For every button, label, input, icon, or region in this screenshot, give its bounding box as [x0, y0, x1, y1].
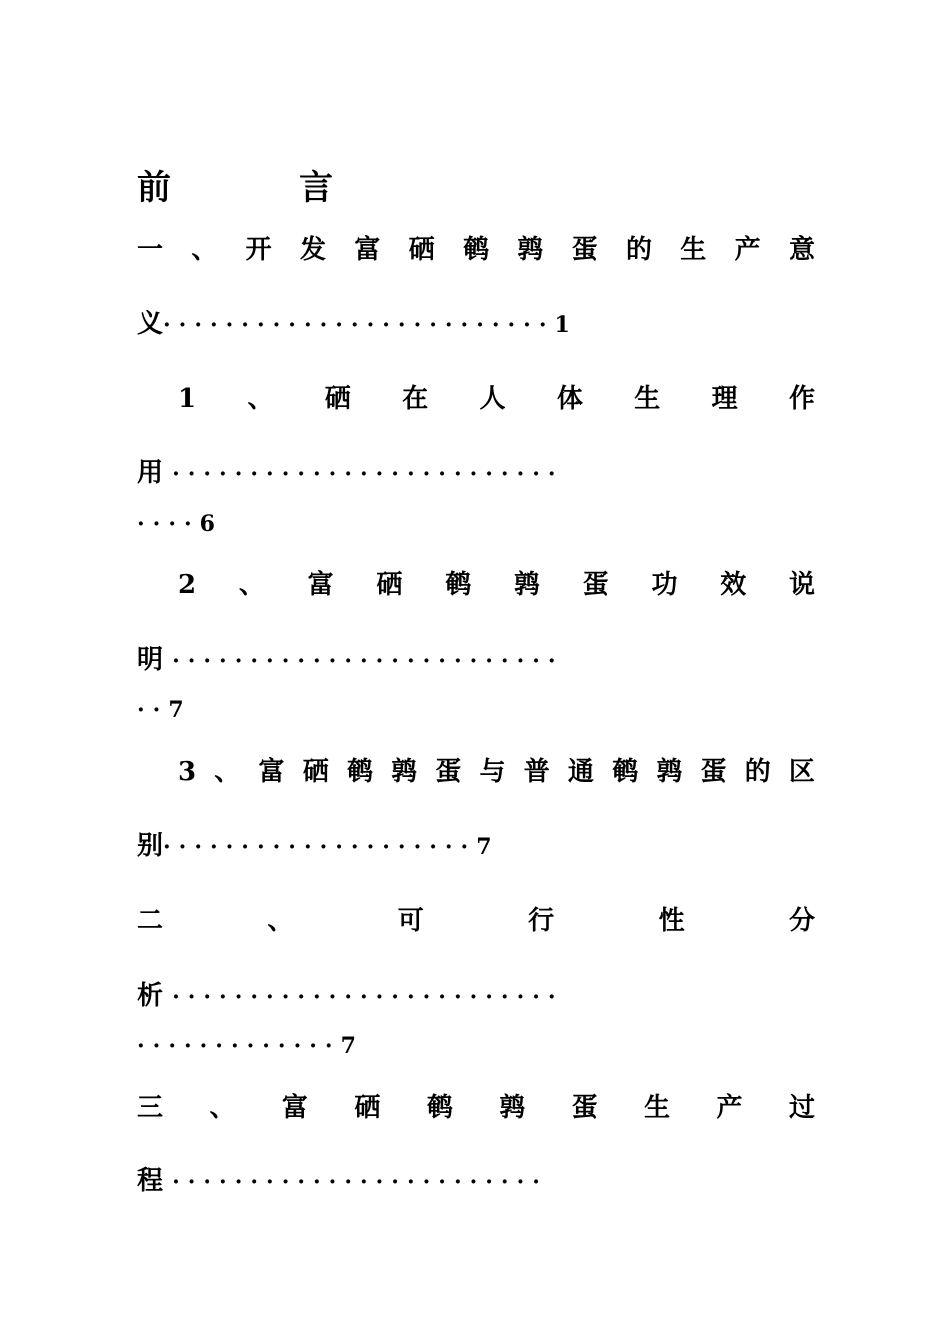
- toc-char: 鹌: [346, 757, 373, 787]
- toc-entry-1-3-line2[interactable]: [137, 831, 815, 862]
- toc-char: 生: [644, 1093, 671, 1123]
- toc-char: 生: [680, 235, 707, 265]
- toc-char: 鹌: [426, 1093, 453, 1123]
- toc-char: 、: [214, 757, 241, 787]
- toc-char: 意: [788, 235, 815, 265]
- toc-leader: ·························: [172, 461, 564, 487]
- toc-leader: ····················: [163, 834, 477, 860]
- toc-tail: 别: [137, 831, 164, 861]
- toc-leader: ·························: [163, 312, 555, 338]
- toc-char: 二: [137, 906, 164, 936]
- toc-entry-3-line1: [137, 1093, 815, 1123]
- toc-char: 富: [307, 570, 334, 600]
- toc-tail: 析: [137, 981, 164, 1011]
- preface-heading: [137, 170, 333, 206]
- toc-char: 、: [267, 906, 294, 936]
- toc-char: 与: [479, 757, 506, 787]
- toc-entry-1-1-line3[interactable]: [137, 508, 815, 539]
- toc-entry-2-line3[interactable]: [137, 1030, 815, 1061]
- toc-char: 硒: [408, 235, 435, 265]
- toc-char: 鹌: [612, 757, 639, 787]
- toc-char: 、: [191, 235, 218, 265]
- toc-char: 、: [209, 1093, 236, 1123]
- toc-char: 产: [716, 1093, 743, 1123]
- toc-char: 发: [299, 235, 326, 265]
- toc-page-number: 7: [476, 834, 492, 860]
- toc-char: 生: [634, 384, 661, 414]
- toc-entry-1-3-line1: [178, 757, 815, 787]
- toc-char: 鹑: [656, 757, 683, 787]
- toc-char: 在: [402, 384, 429, 414]
- toc-char: 鹑: [391, 757, 418, 787]
- toc-char: 鹑: [513, 570, 540, 600]
- toc-char: 蛋: [582, 570, 609, 600]
- toc-entry-1-1-line1: [178, 384, 815, 414]
- preface-char-2: 言: [299, 168, 333, 208]
- toc-char: 过: [788, 1093, 815, 1123]
- preface-char-1: 前: [137, 168, 171, 208]
- toc-char: 性: [658, 906, 685, 936]
- toc-char: 开: [245, 235, 272, 265]
- toc-char: 、: [247, 384, 274, 414]
- toc-char: 的: [744, 757, 771, 787]
- toc-char: 硒: [324, 384, 351, 414]
- toc-char: 硒: [302, 757, 329, 787]
- toc-leader: ·························: [172, 984, 564, 1010]
- toc-char: 鹌: [462, 235, 489, 265]
- toc-char: 2: [178, 570, 197, 600]
- toc-char: 1: [178, 384, 197, 414]
- toc-char: 分: [788, 906, 815, 936]
- toc-char: 的: [625, 235, 652, 265]
- toc-char: 蛋: [571, 1093, 598, 1123]
- toc-char: 鹌: [445, 570, 472, 600]
- toc-char: 蛋: [571, 235, 598, 265]
- toc-page-number: 1: [554, 312, 570, 338]
- toc-char: 蛋: [435, 757, 462, 787]
- toc-char: 3: [178, 757, 197, 787]
- toc-entry-1-2-line3[interactable]: [137, 694, 815, 725]
- toc-char: 说: [788, 570, 815, 600]
- toc-entry-2-line2[interactable]: [137, 981, 815, 1012]
- toc-char: 、: [238, 570, 265, 600]
- toc-char: 硒: [354, 1093, 381, 1123]
- toc-page-number: 6: [199, 511, 215, 537]
- toc-char: 鹑: [517, 235, 544, 265]
- toc-page-number: 7: [340, 1033, 356, 1059]
- toc-char: 区: [788, 757, 815, 787]
- toc-entry-1-line1: [137, 235, 815, 265]
- toc-entry-1-2-line2[interactable]: [137, 645, 815, 676]
- toc-char: 富: [258, 757, 285, 787]
- toc-leader: ·············: [137, 1033, 341, 1059]
- toc-char: 蛋: [700, 757, 727, 787]
- toc-char: 普: [523, 757, 550, 787]
- toc-entry-1-2-line1: [178, 570, 815, 600]
- toc-entry-2-line1: [137, 906, 815, 936]
- toc-entry-1-line2[interactable]: [137, 309, 815, 340]
- toc-char: 效: [720, 570, 747, 600]
- toc-char: 鹑: [499, 1093, 526, 1123]
- toc-char: 理: [711, 384, 738, 414]
- toc-char: 体: [556, 384, 583, 414]
- toc-tail: 义: [137, 309, 164, 339]
- toc-entry-1-1-line2[interactable]: [137, 458, 815, 489]
- toc-entry-3-line2[interactable]: [137, 1166, 815, 1197]
- toc-char: 硒: [376, 570, 403, 600]
- toc-leader: ····: [137, 511, 200, 537]
- toc-char: 三: [137, 1093, 164, 1123]
- toc-leader: ························: [172, 1169, 548, 1195]
- toc-page-number: 7: [168, 697, 184, 723]
- toc-char: 富: [281, 1093, 308, 1123]
- toc-char: 产: [734, 235, 761, 265]
- toc-tail: 用: [137, 458, 164, 488]
- toc-leader: ·························: [172, 648, 564, 674]
- toc-tail: 明: [137, 645, 164, 675]
- toc-char: 行: [528, 906, 555, 936]
- toc-char: 作: [788, 384, 815, 414]
- toc-char: 人: [479, 384, 506, 414]
- toc-char: 通: [567, 757, 594, 787]
- toc-char: 功: [651, 570, 678, 600]
- toc-leader: ··: [137, 697, 169, 723]
- toc-char: 可: [397, 906, 424, 936]
- toc-char: 富: [354, 235, 381, 265]
- toc-char: 一: [137, 235, 164, 265]
- toc-tail: 程: [137, 1166, 164, 1196]
